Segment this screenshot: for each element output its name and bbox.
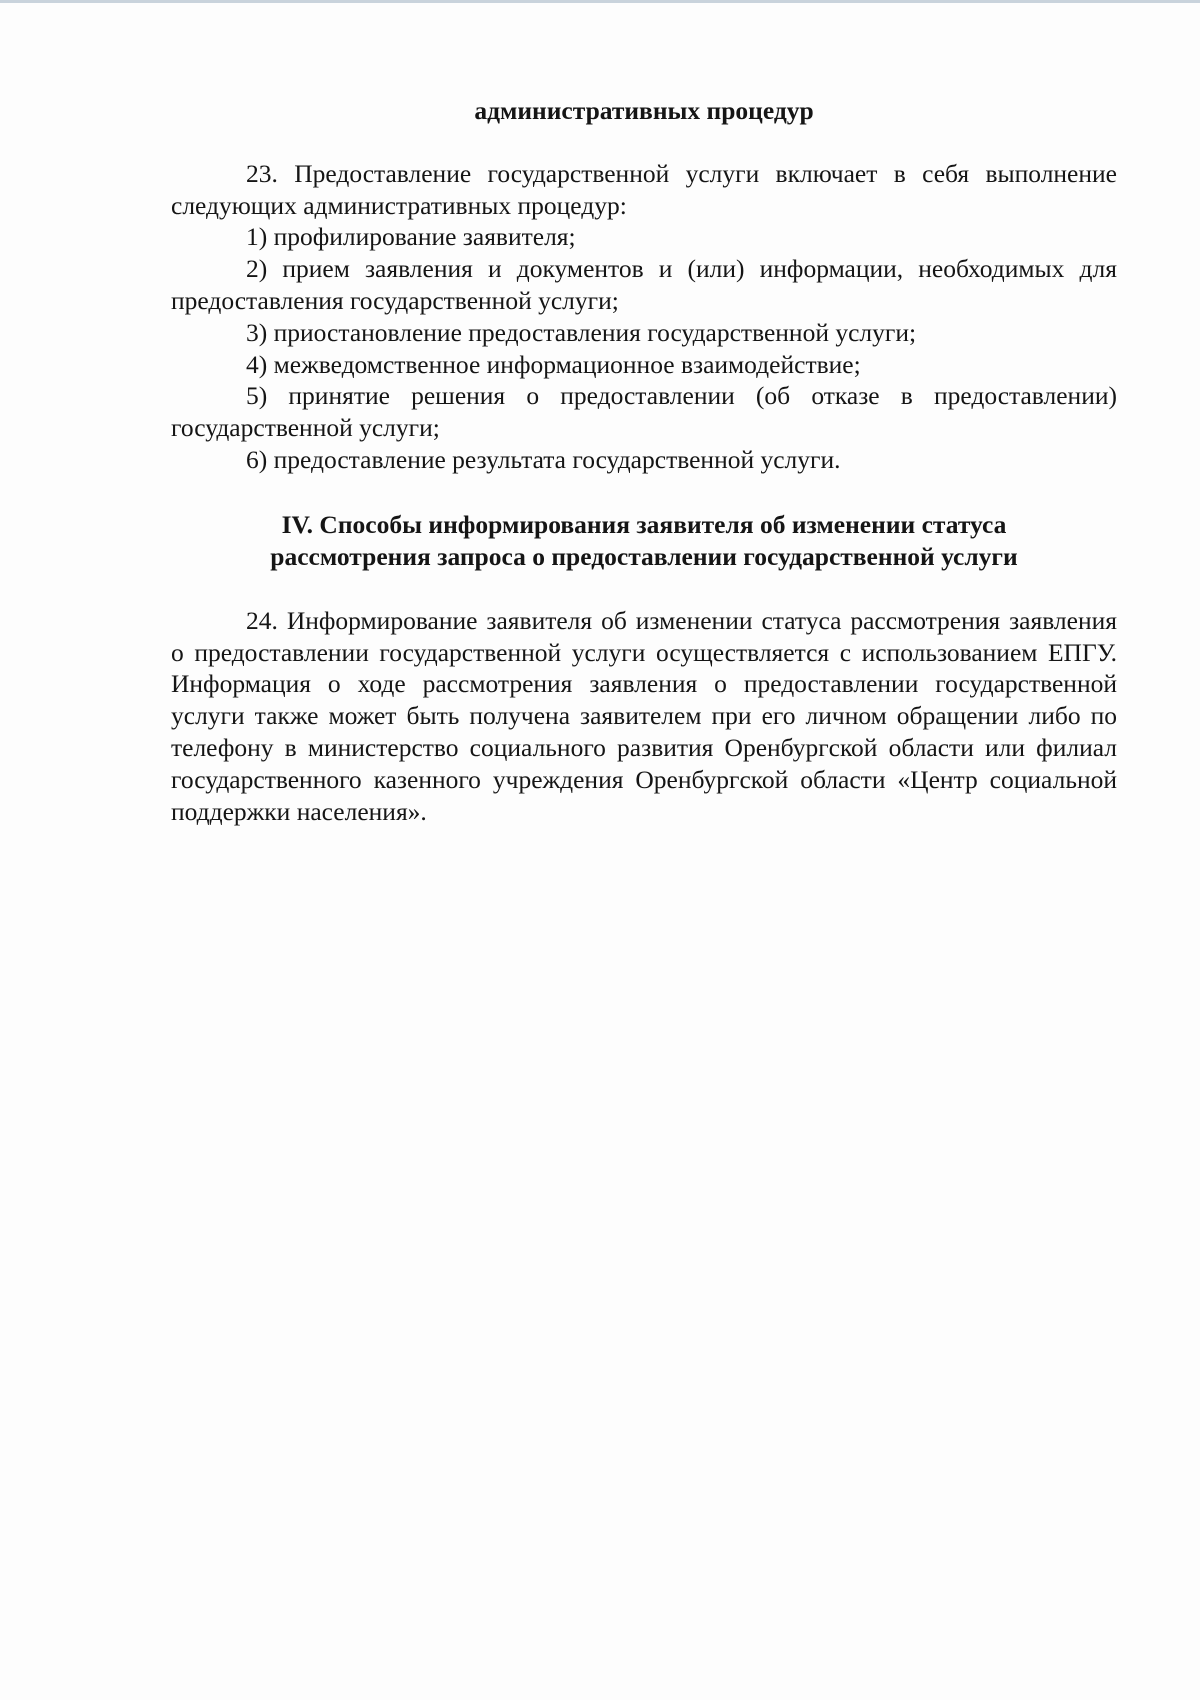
paragraph-23: 23. Предоставление государственной услуги включает в себя выполнение следующих административных процедур:	[171, 158, 1117, 220]
continued-heading: административных процедур	[474, 96, 814, 125]
section-heading-line-2: рассмотрения запроса о предоставлении государственной услуги	[270, 541, 1018, 571]
paragraph-24: 24. Информирование заявителя об изменении статуса рассмотрения заявления о предоставлении государственной услуги осуществляется с использованием ЕПГУ. Информация о ходе рассмотрения заявления о предоставлении государственной услуги также может быть получена заявителем при его личном обращении либо по телефону в министерство социального развития Оренбургской области или филиал государственного казенного учреждения Оренбургской области «Центр социальной поддержки населения».	[171, 605, 1117, 826]
section-heading-line-1: IV. Способы информирования заявителя об изменении статуса	[281, 509, 1007, 539]
list-item-3: 3) приостановление предоставления государственной услуги;	[246, 317, 917, 347]
list-item-2: 2) прием заявления и документов и (или) информации, необходимых для предоставления государственной услуги;	[171, 254, 1117, 315]
section-iv-heading	[171, 509, 1117, 573]
document-body	[171, 95, 1117, 827]
list-item-1: 1) профилирование заявителя;	[246, 222, 576, 252]
list-item-4: 4) межведомственное информационное взаимодействие;	[246, 349, 861, 379]
list-item-6: 6) предоставление результата государственной услуги.	[246, 444, 841, 474]
list-item-5: 5) принятие решения о предоставлении (об отказе в предоставлении) государственной услуги;	[171, 381, 1117, 443]
